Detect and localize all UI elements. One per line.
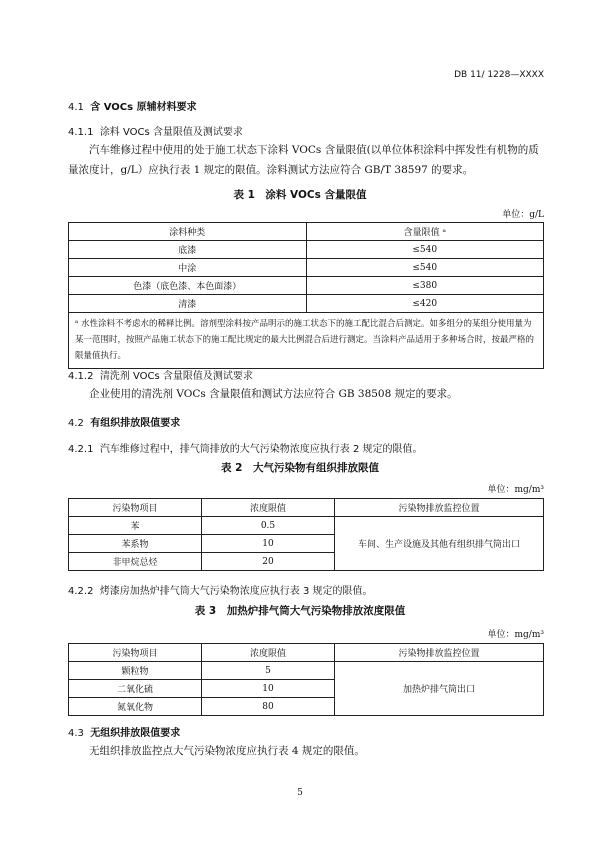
section-number: 4.2 — [68, 418, 84, 429]
table-cell: 非甲烷总烃 — [69, 553, 202, 571]
table-header-cell: 污染物项目 — [69, 499, 202, 517]
table-header-cell: 含量限值 ᵃ — [306, 223, 544, 241]
table-row — [69, 295, 544, 313]
table-header-cell: 污染物项目 — [69, 644, 202, 662]
table-cell-location: 加热炉排气筒出口 — [335, 662, 544, 716]
section-4-1-1-heading — [68, 123, 243, 138]
section-text: 烤漆房加热炉排气筒大气污染物浓度应执行表 3 规定的限值。 — [99, 586, 373, 597]
table1-unit: 单位：g/L — [502, 210, 544, 220]
table-cell: 颗粒物 — [69, 662, 202, 680]
table-cell: 80 — [202, 698, 335, 716]
table-row — [69, 241, 544, 259]
section-number: 4.3 — [68, 728, 84, 739]
section-title: 有组织排放限值要求 — [90, 418, 181, 429]
table-cell-location: 车间、生产设施及其他有组织排气筒出口 — [335, 517, 544, 571]
table3 — [68, 643, 544, 716]
table-row — [69, 517, 544, 535]
table-row — [69, 662, 544, 680]
section-number: 4.1 — [68, 102, 84, 113]
section-4-3-heading — [68, 724, 180, 739]
table1-note: ᵃ 水性涂料不考虑水的稀释比例。溶剂型涂料按产品明示的施工状态下的施工配比混合后测定。如多组分的某组分使用量为某一范围时，按照产品施工状态下的施工配比规定的最大比例混合后进行测定。当涂料产品适用于多种场合时，按最严格的限量值执行。 — [69, 313, 544, 369]
paragraph-4-1-2: 企业使用的清洗剂 VOCs 含量限值和测试方法应符合 GB 38508 规定的要求。 — [89, 388, 458, 400]
table2-unit: 单位：mg/m³ — [487, 485, 544, 495]
paragraph-4-1-1: 汽车维修过程中使用的处于施工状态下涂料 VOCs 含量限值(以单位体积涂料中挥发性有机物的质量浓度计，g/L）应执行表 1 规定的限值。涂料测试方法应符合 GB/T 38597 的要求。 — [68, 144, 539, 176]
table-cell: ≤380 — [306, 277, 544, 295]
table-header-cell: 涂料种类 — [69, 223, 307, 241]
table-cell: ≤540 — [306, 241, 544, 259]
table-cell: 10 — [202, 535, 335, 553]
section-4-1-heading — [68, 98, 197, 113]
table-cell: 二氧化硫 — [69, 680, 202, 698]
table-row — [69, 259, 544, 277]
section-text: 汽车维修过程中，排气筒排放的大气污染物浓度应执行表 2 规定的限值。 — [99, 444, 423, 455]
section-4-1-2-heading — [68, 367, 253, 382]
table2 — [68, 498, 544, 571]
table-header-cell: 浓度限值 — [202, 499, 335, 517]
table-cell: 10 — [202, 680, 335, 698]
table-cell: 氮氧化物 — [69, 698, 202, 716]
table-header-cell: 污染物排放监控位置 — [335, 499, 544, 517]
table-header-cell: 污染物排放监控位置 — [335, 644, 544, 662]
section-number: 4.2.2 — [68, 586, 94, 597]
table-cell: 苯 — [69, 517, 202, 535]
table-row — [69, 277, 544, 295]
table-cell: ≤540 — [306, 259, 544, 277]
page-number: 5 — [297, 788, 303, 798]
table-cell: 清漆 — [69, 295, 307, 313]
table-header-row — [69, 644, 544, 662]
paragraph-4-3: 无组织排放监控点大气污染物浓度应执行表 4 规定的限值。 — [89, 745, 365, 757]
table-cell: 中涂 — [69, 259, 307, 277]
section-number: 4.2.1 — [68, 444, 94, 455]
table1 — [68, 222, 544, 369]
section-4-2-1-heading — [68, 440, 423, 455]
table-cell: 色漆（底色漆、本色面漆） — [69, 277, 307, 295]
section-title: 含 VOCs 原辅材料要求 — [90, 102, 197, 113]
section-title: 无组织排放限值要求 — [90, 728, 181, 739]
section-number: 4.1.2 — [68, 371, 94, 382]
table-cell: 底漆 — [69, 241, 307, 259]
document-id: DB 11/ 1228—XXXX — [454, 70, 544, 80]
table-cell: 20 — [202, 553, 335, 571]
section-title: 清洗剂 VOCs 含量限值及测试要求 — [99, 371, 253, 382]
table2-caption: 表 2 大气污染物有组织排放限值 — [221, 462, 379, 474]
table-cell: 5 — [202, 662, 335, 680]
section-4-2-2-heading — [68, 582, 373, 597]
table3-unit: 单位：mg/m³ — [487, 630, 544, 640]
table1-caption: 表 1 涂料 VOCs 含量限值 — [233, 189, 367, 201]
table-cell: 0.5 — [202, 517, 335, 535]
table-cell: ≤420 — [306, 295, 544, 313]
table-cell: 苯系物 — [69, 535, 202, 553]
table3-caption: 表 3 加热炉排气筒大气污染物排放浓度限值 — [194, 605, 406, 617]
section-title: 涂料 VOCs 含量限值及测试要求 — [99, 127, 243, 138]
table-note-row — [69, 313, 544, 369]
table-header-row — [69, 223, 544, 241]
section-4-2-heading — [68, 414, 180, 429]
section-number: 4.1.1 — [68, 127, 94, 138]
table-header-cell: 浓度限值 — [202, 644, 335, 662]
table-header-row — [69, 499, 544, 517]
